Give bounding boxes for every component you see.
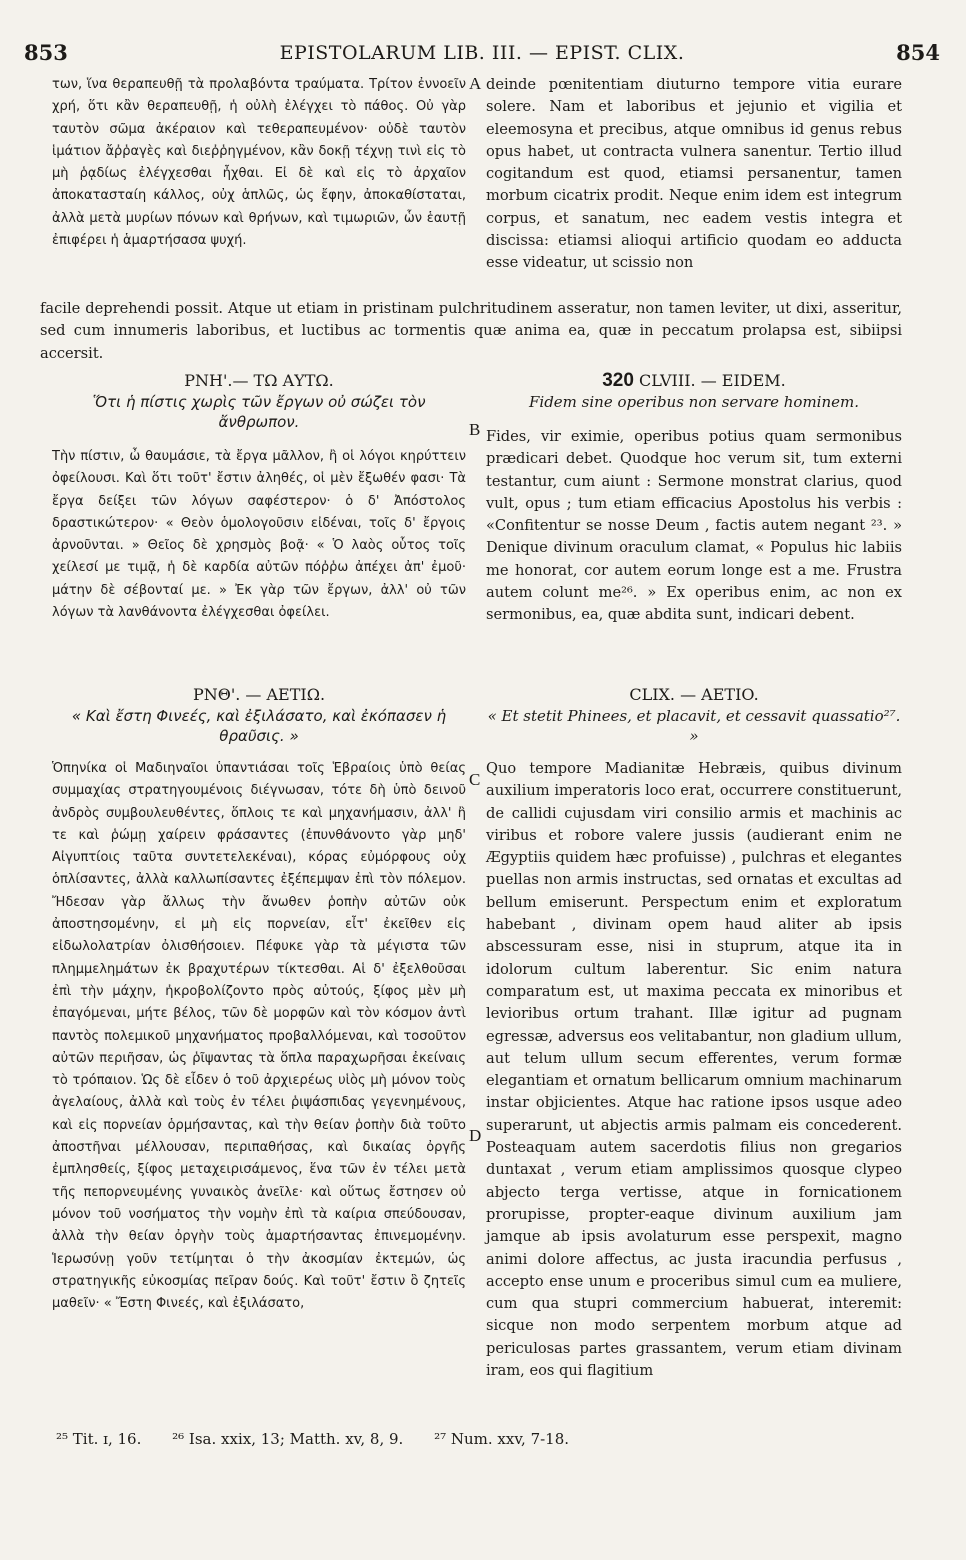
- column-number: 320: [602, 370, 634, 391]
- footnote-25: ²⁵ Tit. ɪ, 16.: [56, 1430, 142, 1448]
- latin-column-top: [486, 74, 902, 275]
- page-number-right: 854: [896, 40, 940, 65]
- latin-subtitle-159: « Et stetit Phinees, et placavit, et cessavit quassatio²⁷. »: [487, 707, 901, 745]
- running-header: [24, 40, 940, 70]
- greek-text-158: Τὴν πίστιν, ὦ θαυμάσιε, τὰ ἔργα μᾶλλον, ἢ οἱ λόγοι κηρύττειν ὀφείλουσι. Καὶ ὅτι τοῦτ' ἔστιν ἀληθές, οἱ μὲν ἔξωθέν φασι· Τὰ ἔργα δείξει τῶν λόγων σαφέστερον· ὁ δ' Ἀπόστολος δραστικώτερον· « Θεὸν ὁμολογοῦσιν εἰδέναι, τοῖς δ' ἔργοις ἀρνοῦνται. » Θεῖος δὲ χρησμὸς βοᾷ· « Ὁ λαὸς οὗτος τοῖς χείλεσί με τιμᾷ, ἡ δὲ καρδία αὐτῶν πόῤῥω ἀπέχει ἀπ' ἐμοῦ· μάτην δὲ σέβονταί με. » Ἐκ γὰρ τῶν ἔργων, ἀλλ' οὐ τῶν λόγων τὰ λανθάνοντα ἐλέγχεσθαι ὀφείλει.: [52, 449, 466, 621]
- footnote-26: ²⁶ Isa. xxix, 13; Matth. xv, 8, 9.: [172, 1430, 404, 1448]
- footnote-27: ²⁷ Num. xxv, 7-18.: [434, 1430, 570, 1448]
- latin-continuation-full: facile deprehendi possit. Atque ut etiam in pristinam pulchritudinem asseratur, non tamen leviter, ut dixi, asseritur, sed cum innumeris laboribus, et luctibus ac tormentis quæ anima ea, quæ in peccatum prolapsa est, sibiipsi accersit.: [40, 300, 902, 362]
- latin-heading-158-text: CLVIII. — EIDEM.: [639, 371, 786, 390]
- greek-epistle-158: [52, 370, 466, 624]
- margin-letter-d: D: [469, 1126, 482, 1145]
- margin-letter-c: C: [469, 770, 481, 789]
- greek-epistle-159: [52, 684, 466, 1315]
- greek-subtitle-158: Ὅτι ἡ πίστις χωρὶς τῶν ἔργων οὐ σώζει τὸν ἄνθρωπον.: [92, 393, 426, 431]
- margin-letter-b: B: [469, 420, 481, 439]
- greek-text-159: Ὁπηνίκα οἱ Μαδιηναῖοι ὑπαντιάσαι τοῖς Ἑβραίοις ὑπὸ θείας συμμαχίας στρατηγουμένοις διέγνωσαν, τότε δὴ ὑπὸ δεινοῦ ἀνδρὸς συμβουλευθέντες, ὅπλοις τε καὶ μηχανήμασιν, ἀλλ' ἢ τε καὶ ῥώμῃ χαίρειν φράσαντες (ἐπυνθάνοντο γὰρ μηδ' Αἰγυπτίοις ταῦτα συντετελεκέναι), κόρας εὐμόρφους οὐχ ὁπλίσαντες, ἀλλὰ καλλωπίσαντες ἐξέπεμψαν ἐπὶ τὸν πόλεμον. Ἤδεσαν γὰρ ἄλλως τὴν ἄνωθεν ῥοπὴν αὐτῶν οὐκ ἀποστησομένην, εἰ μὴ εἰς πορνείαν, εἶτ' ἐκεῖθεν εἰς εἰδωλολατρίαν ὀλισθήσοιεν. Πέφυκε γὰρ τὰ μέγιστα τῶν πλημμελημάτων ἐκ βραχυτέρων τίκτεσθαι. Αἱ δ' ἐξελθοῦσαι ἐπὶ τὴν μάχην, ἠκροβολίζοντο πρὸς αὐτούς, ξίφος μὲν μὴ ἐπαγόμεναι, μήτε βέλος, τῶν δὲ μορφῶν καὶ τὸν κόσμον ἀντὶ παντὸς πολεμικοῦ μηχανήματος προβαλλόμεναι, καὶ τοσοῦτον αὐτῶν περιῆσαν, ὡς ῥῖψαντας τὰ ὅπλα παραχωρῆσαι ἐκείναις τὸ τρόπαιον. Ὡς δὲ εἶδεν ὁ τοῦ ἀρχιερέως υἱὸς μὴ μόνον τοὺς ἀγελαίους, ἀλλὰ καὶ τοὺς ἐν τέλει ῥιψάσπιδας γεγενημένους, καὶ εἰς πορνείαν ὁρμήσαντας, καὶ τὴν θείαν ῥοπὴν διὰ τοῦτο ἀποστῆναι μέλλουσαν, περιπαθήσας, καὶ δικαίας ὀργῆς ἐμπλησθείς, ξίφος μεταχειρισάμενος, ἕνα τῶν ἐν τέλει μετὰ τῆς πεπορνευμένης γυναικὸς ἀνεῖλε· καὶ οὕτως ἔστησεν οὐ μόνον τοῦ νοσήματος τὴν νομὴν ἐπὶ τὰ καίρια σπεύδουσαν, ἀλλὰ τὴν θείαν ὀργὴν τοὺς ἁμαρτήσαντας ἐπινεμομένην. Ἱερωσύνῃ γοῦν τετίμηται ὁ τὴν ἀκοσμίαν ἐκτεμών, ὡς στρατηγικῆς εὐκοσμίας πεῖραν δούς. Καὶ τοῦτ' ἔστιν ὃ ζητεῖς μαθεῖν· « Ἔστη Φινεές, καὶ ἐξιλάσατο,: [52, 761, 466, 1312]
- latin-continuation: deinde pœnitentiam diuturno tempore vitia eurare solere. Nam et laboribus et jejunio et vigilia et eleemosyna et precibus, atque omnibus id genus rebus opus habet, ut contracta vulnera sanentur. Tertio illud cogitandum est quod, etiamsi persanentur, tamen morbum cicatrix prodit. Neque enim idem est integrum corpus, et sanatum, nec eadem vestis integra et discissa: etiamsi alioqui artificio quodam eo adducta esse videatur, ut scissio non: [486, 76, 902, 272]
- latin-epistle-159: [486, 684, 902, 1382]
- page-number-left: 853: [24, 40, 68, 65]
- latin-fullwidth: [40, 298, 902, 365]
- greek-heading-158: ΡΝΗ'.— ΤΩ ΑΥΤΩ.: [184, 371, 334, 390]
- greek-continuation: των, ἵνα θεραπευθῇ τὰ προλαβόντα τραύματα. Τρίτον ἐννοεῖν χρή, ὅτι κἂν θεραπευθῇ, ἡ οὐλὴ ἐλέγχει τὸ πάθος. Οὐ γὰρ ταυτὸν σῶμα ἀκέραιον καὶ τεθεραπευμένον· οὐδὲ ταυτὸν ἱμάτιον ἄῤῥαγὲς καὶ διεῤῥηγμένον, κἂν δοκῇ τέχνῃ τινὶ εἰς τὸ μὴ ῥᾳδίως ἐλέγχεσθαι ἦχθαι. Εἰ δὲ καὶ εἰς τὸ ἀρχαῖον ἀποκατασταίη κάλλος, οὐχ ἁπλῶς, ὡς ἔφην, ἀποκαθίσταται, ἀλλὰ μετὰ μυρίων πόνων καὶ θρήνων, καὶ τιμωριῶν, ὧν ἑαυτῇ ἐπιφέρει ἡ ἁμαρτήσασα ψυχή.: [52, 77, 466, 249]
- footnotes: [56, 1430, 595, 1448]
- running-title: EPISTOLARUM LIB. III. — EPIST. CLIX.: [279, 42, 685, 64]
- greek-subtitle-159: « Καὶ ἔστη Φινεές, καὶ ἐξιλάσατο, καὶ ἐκόπασεν ἡ θραῦσις. »: [71, 707, 447, 745]
- greek-column-top: [52, 74, 466, 252]
- latin-text-158: Fides, vir eximie, operibus potius quam sermonibus prædicari debet. Quodque hoc verum sit, tum externi testantur, cum aiunt : Sermone monstrat clarius, quod vult, opus ; tum etiam efficacius Apostolus his verbis : «Confitentur se nosse Deum , factis autem negant ²³. » Denique divinum oraculum clamat, « Populus hic labiis me honorat, cor autem eorum longe est a me. Frustra autem colunt me²⁶. » Ex operibus enim, ac non ex sermonibus, ea, quæ abdita sunt, indicari debent.: [486, 428, 902, 624]
- greek-heading-159: ΡΝΘ'. — ΑΕΤΙΩ.: [192, 685, 326, 704]
- latin-heading-158: [486, 370, 902, 392]
- latin-subtitle-158: Fidem sine operibus non servare hominem.: [528, 393, 860, 411]
- margin-letter-a: A: [469, 74, 482, 93]
- latin-text-159: Quo tempore Madianitæ Hebræis, quibus divinum auxilium imperatoris loco erat, occurrere constituerunt, de callidi cujusdam viri consilio armis et machinis ac viribus et robore valere jussis (audierant enim ne Ægyptiis quidem hæc profuisse) , pulchras et elegantes puellas non armis instructas, sed ornatas et excultas ad bellum emiserunt. Perspectum enim et exploratum habebant , divinam opem haud aliter ab ipsis abscessuram esse, nisi in stuprum, atque ita in idolorum cultum laberentur. Sic enim natura comparatum est, ut maxima peccata ex minoribus et levioribus ortum trahant. Illæ igitur ad pugnam egressæ, adversus eos velitabantur, non gladium ullum, aut telum ullum secum efferentes, verum formæ elegantiam et ornatum bellicarum omnium machinarum instar objicientes. Atque hac ratione ipsos usque adeo superarunt, ut abjectis armis palmam eis concederent. Posteaquam autem sacerdotis filius non gregarios duntaxat , verum etiam amplissimos quosque clypeo abjecto terga vertisse, atque in fornicationem prorupisse, propter-eaque divinum auxilium jam jamque ab ipsis avolaturum esse perspexit, magno animi dolore affectus, ac justa iracundia perfusus , accepto ense unum e proceribus simul cum ea muliere, cum qua stupri commercium habuerat, interemit: sicque non modo serpentem morbum atque ad periculosas partes grassantem, verum etiam divinam iram, eos qui flagitium: [486, 760, 902, 1380]
- latin-heading-159: CLIX. — AETIO.: [629, 685, 759, 704]
- latin-epistle-158: [486, 370, 902, 627]
